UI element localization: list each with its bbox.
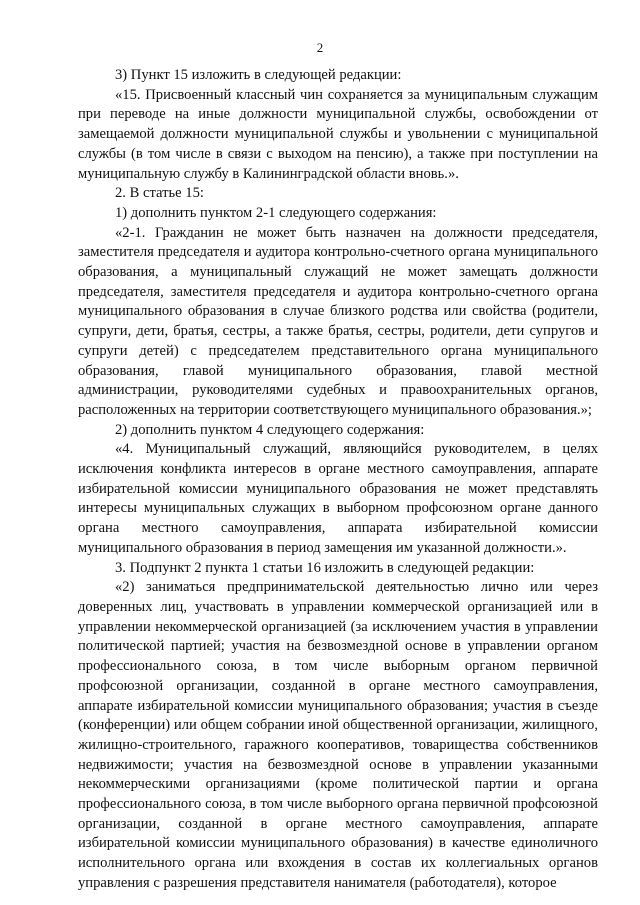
paragraph-article-15: 2. В статье 15: (115, 185, 204, 202)
paragraph-item-2: 2) дополнить пунктом 4 следующего содержания: (115, 421, 425, 438)
paragraph-quoted-2-1: «2-1. Гражданин не может быть назначен на должности председателя, заместителя председателя и аудитора контрольно-счетного органа муниципального образования, а муниципальный служащий не может замещать должности председателя, заместителя председателя и аудитора контрольно-счетного органа муниципального образования в случае близкого родства или свойства (родители, супруги, дети, братья, сестры, а также братья, сестры, родители, дети супругов и супруги детей) с председателем представительного органа муниципального образования, главой муниципального образования, главой местной администрации, руководителями судебных и правоохранительных органов, расположенных на территории соответствующего муниципального образования.»; (78, 224, 598, 418)
document-body (78, 66, 598, 894)
paragraph-quoted-2: «2) заниматься предпринимательской деятельностью лично или через доверенных лиц, участвовать в управлении коммерческой организацией или в управлении некоммерческой организацией (за исключением участия в управлении политической партией; участия на безвозмездной основе в управлении органом профессионального союза, в том числе выборным органом первичной профсоюзной организации, созданной в органе местного самоуправления, аппарате избирательной комиссии муниципального образования; участия в съезде (конференции) или общем собрании иной общественной организации, жилищного, жилищно-строительного, гаражного кооперативов, товарищества собственников недвижимости; участия на безвозмездной основе в управлении указанными некоммерческими организациями (кроме политической партии и органа профессионального союза, в том числе выборного органа первичной профсоюзной организации, созданной в органе местного самоуправления, аппарате избирательной комиссии муниципального образования) в качестве единоличного исполнительного органа или вхождения в состав их коллегиальных органов управления с разрешения представителя нанимателя (работодателя), которое (78, 579, 598, 891)
paragraph-quoted-15: «15. Присвоенный классный чин сохраняется за муниципальным служащим при переводе на иные должности муниципальной службы, освобождении от замещаемой должности муниципальной службы и увольнении с муниципальной службы (в том числе в связи с выходом на пенсию), а также при поступлении на муниципальную службу в Калининградской области вновь.». (78, 86, 598, 182)
paragraph-item-3: 3) Пункт 15 изложить в следующей редакции: (115, 67, 402, 83)
paragraph-quoted-4: «4. Муниципальный служащий, являющийся руководителем, в целях исключения конфликта интересов в органе местного самоуправления, аппарате избирательной комиссии муниципального образования не может представлять интересы муниципальных служащих в выборном профсоюзном органе данного органа местного самоуправления, аппарата избирательной комиссии муниципального образования в период замещения им указанной должности.». (78, 441, 598, 556)
page-number: 2 (316, 40, 324, 55)
paragraph-article-16: 3. Подпункт 2 пункта 1 статьи 16 изложить в следующей редакции: (115, 559, 535, 576)
paragraph-item-1: 1) дополнить пунктом 2-1 следующего содержания: (115, 204, 437, 221)
